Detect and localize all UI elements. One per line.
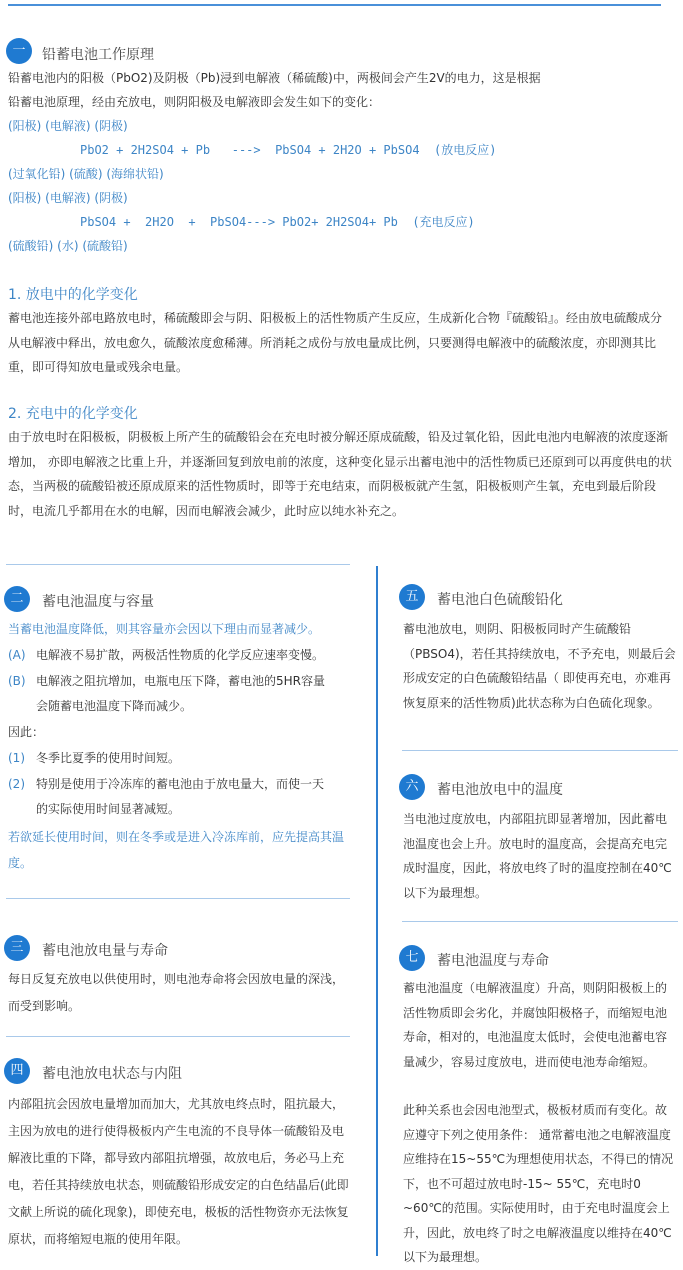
section-title: 蓄电池放电量与寿命	[42, 943, 168, 959]
divider	[402, 750, 678, 751]
paragraph: 每日反复充放电以供使用时，则电池寿命将会因放电量的深浅，而受到影响。	[8, 972, 345, 1013]
divider	[6, 564, 350, 565]
section-number-badge: 三	[4, 935, 30, 961]
divider	[6, 898, 350, 899]
reaction-equation: PbO2 + 2H2SO4 + Pb ---> PbSO4 + 2H2O + PbSO4 (放电反应)	[80, 143, 497, 157]
paragraph: 当电池过度放电，内部阻抗即显著增加，因此蓄电池温度也会上升。放电时的温度高，会提高充电完成时温度，因此，将放电终了时的温度控制在40℃以下为最理想。	[403, 812, 672, 900]
section-title: 蓄电池放电状态与内阻	[42, 1066, 182, 1082]
section-number-badge: 五	[399, 584, 425, 610]
section-number-badge: 一	[6, 38, 32, 64]
reaction-label-row: (阳极) (电解液) (阴极)	[8, 191, 128, 205]
section-title: 铅蓄电池工作原理	[42, 47, 154, 63]
paragraph: 蓄电池温度（电解液温度）升高，则阴阳极板上的活性物质即会劣化，并腐蚀阳极格子，而缩短电池寿命，相对的，电池温度太低时，会使电池蓄电容量减少，容易过度放电，进而使电池寿命缩短。	[403, 981, 668, 1069]
section-number-badge: 四	[4, 1058, 30, 1084]
section-title: 蓄电池放电中的温度	[437, 782, 563, 798]
list-item: (1) 冬季比夏季的使用时间短。	[8, 751, 181, 765]
top-rule	[8, 4, 661, 6]
divider	[6, 1036, 350, 1037]
list-item-continuation: 的实际使用时间显著减短。	[36, 802, 181, 816]
paragraph: 蓄电池放电，则阴、阳极板同时产生硫酸铅 （PBSO4)，若任其持续放电，不予充电，则最后会形成安定的白色硫酸铅结晶（ 即使再充电，亦难再恢复原来的活性物质)此状态称为白色硫化现象。	[403, 622, 676, 710]
label: 因此：	[8, 725, 45, 739]
paragraph: 内部阻抗会因放电量增加而加大，尤其放电终点时，阻抗最大，主因为放电的进行使得极板内产生电流的不良导体一硫酸铅及电解液比重的下降，都导致内部阻抗增强，故放电后，务必马上充电，若任其持续放电状态，则硫酸铅形成安定的白色结晶后(此即文献上所说的硫化现象)，即使充电，极板的活性物资亦无法恢复原状，而将缩短电瓶的使用年限。	[8, 1097, 349, 1246]
section-title: 蓄电池温度与寿命	[437, 953, 549, 969]
paragraph-line: 铅蓄电池内的阳极（PbO2)及阴极（Pb)浸到电解液（稀硫酸)中，两极间会产生2V的电力，这是根据	[8, 71, 541, 85]
section-number-badge: 六	[399, 774, 425, 800]
list-item: (A) 电解液不易扩散，两极活性物质的化学反应速率变慢。	[8, 648, 325, 662]
list-item: (2) 特别是使用于冷冻库的蓄电池由于放电量大，而使一天	[8, 777, 325, 791]
reaction-label-row: (过氧化铅) (硫酸) (海绵状铅)	[8, 167, 164, 181]
subheading: 2. 充电中的化学变化	[8, 406, 138, 422]
paragraph: 此种关系也会因电池型式，极板材质而有变化。故应遵守下列之使用条件： 通常蓄电池之电解液温度应维持在15~55℃为理想使用状态，不得已的情况下，也不可超过放电时-15~ 55℃，充电时0 ~60℃的范围。实际使用时，由于充电时温度会上升，因此，放电终了时之电解液温度以维持在40℃以下为最理想。	[403, 1103, 674, 1264]
reaction-label-row: (阳极) (电解液) (阴极)	[8, 119, 128, 133]
paragraph: 蓄电池连接外部电路放电时，稀硫酸即会与阴、阳极板上的活性物质产生反应，生成新化合物『硫酸铅』。经由放电硫酸成分从电解液中释出，放电愈久，硫酸浓度愈稀薄。所消耗之成份与放电量成比例，只要测得电解液中的硫酸浓度，亦即测其比重，即可得知放电量或残余电量。	[8, 311, 663, 374]
section-title: 蓄电池温度与容量	[42, 594, 154, 610]
lead-text: 当蓄电池温度降低，则其容量亦会因以下理由而显著减少。	[8, 622, 321, 636]
subheading: 1. 放电中的化学变化	[8, 287, 138, 303]
section-title: 蓄电池白色硫酸铅化	[437, 592, 563, 608]
column-divider	[376, 566, 378, 1256]
reaction-label-row: (硫酸铅) (水) (硫酸铅)	[8, 239, 128, 253]
tip-text: 若欲延长使用时间，则在冬季或是进入冷冻库前，应先提高其温度。	[8, 830, 345, 870]
divider	[402, 921, 678, 922]
list-item-continuation: 会随蓄电池温度下降而减少。	[36, 699, 193, 713]
paragraph-line: 铅蓄电池原理，经由充放电，则阴阳极及电解液即会发生如下的变化：	[8, 95, 381, 109]
paragraph: 由于放电时在阳极板，阴极板上所产生的硫酸铅会在充电时被分解还原成硫酸，铅及过氧化铅，因此电池内电解液的浓度逐渐增加， 亦即电解液之比重上升，并逐渐回复到放电前的浓度，这种变化显示出蓄电池中的活性物质已还原到可以再度供电的状态，当两极的硫酸铅被还原成原来的活性物质时，即等于充电结束，而阴极板就产生氢，阳极板则产生氧，充电到最后阶段时，电流几乎都用在水的电解，因而电解液会减少，此时应以纯水补充之。	[8, 430, 672, 518]
section-number-badge: 七	[399, 945, 425, 971]
section-number-badge: 二	[4, 586, 30, 612]
reaction-equation: PbSO4 + 2H2O + PbSO4---> PbO2+ 2H2SO4+ Pb (充电反应)	[80, 215, 475, 229]
list-item: (B) 电解液之阻抗增加，电瓶电压下降，蓄电池的5HR容量	[8, 674, 325, 688]
